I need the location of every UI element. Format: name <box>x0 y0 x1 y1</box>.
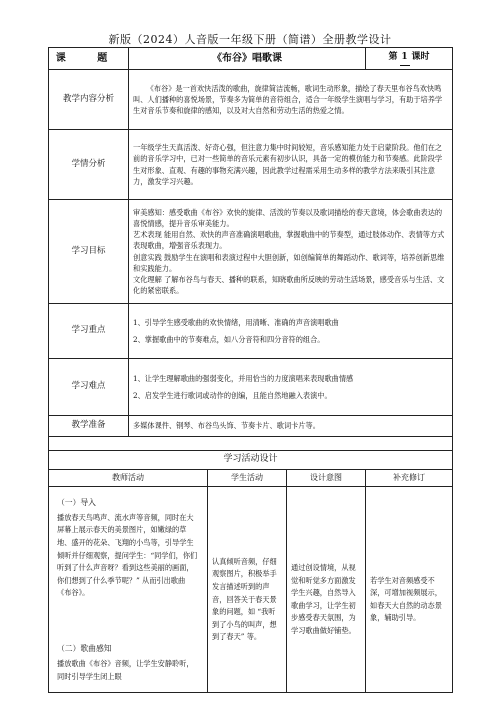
step-song-perception-title: （二）歌曲感知 <box>57 643 112 653</box>
learning-goals-label: 学习目标 <box>49 200 129 304</box>
activity-spacer-row <box>49 437 453 451</box>
teacher-activity-text: 播放春天鸟鸣声、流水声等音频，同时在大屏幕上展示春天的美景图片，如嫩绿的草地、盛开的花朵、飞翔的小鸟等，引导学生倾听并仔细观察，提问学生：“同学们，你们听到了什么声音呀？看到这些美丽的画面，你们想到了什么季节呢？” 从而引出歌曲《布谷》。 <box>57 512 198 598</box>
goal-item: 创意实践 鼓励学生在演唱和表演过程中大胆创新，如创编简单的舞蹈动作、歌词等，培养创新思维和实践能力。 <box>133 252 445 273</box>
preparation-text: 多媒体课件、钢琴、布谷鸟头饰、节奏卡片、歌词卡片等。 <box>129 416 453 437</box>
difficulties-row <box>49 359 453 416</box>
design-intent-text: 通过创设情境，从视觉和听觉多方面激发学生兴趣，自然导入歌曲学习，让学生初步感受春天氛围，为学习歌曲做好铺垫。 <box>287 487 366 693</box>
activity-section-title: 学习活动设计 <box>49 451 453 470</box>
activity-section-row <box>49 451 453 470</box>
key-points-row <box>49 304 453 359</box>
lesson-number-value: 1 <box>400 51 410 66</box>
key-points-list <box>129 304 453 359</box>
goal-item: 文化理解 了解布谷鸟与春天、播种的联系，知晓歌曲所反映的劳动生活场景，感受音乐与生活、文化的紧密联系。 <box>133 274 445 295</box>
goal-item: 艺术表现 能用自然、欢快的声音准确演唱歌曲，掌握歌曲中的节奏型，通过肢体动作、表情等方式表现歌曲，增强音乐表现力。 <box>133 230 445 251</box>
student-activity-text: 认真倾听音频，仔细观察图片，积极举手发言描述听到的声音，回答关于春天景象的问题，如 “我听到了小鸟的叫声，想到了春天” 等。 <box>208 487 287 693</box>
learning-goals-row <box>49 200 453 304</box>
lesson-number-suffix: 课时 <box>411 52 430 63</box>
preparation-row <box>49 416 453 437</box>
activity-detail-row <box>49 487 453 693</box>
difficulties-label: 学习难点 <box>49 359 129 416</box>
design-intent-header: 设计意图 <box>287 470 366 487</box>
revision-text: 若学生对音频感受不深，可增加视频展示，如春天大自然的动态景象，辅助引导。 <box>366 487 453 693</box>
content-analysis-row <box>49 70 453 130</box>
header-row <box>49 48 453 70</box>
student-activity-header: 学生活动 <box>208 470 287 487</box>
lesson-plan-table <box>48 47 453 693</box>
goal-item: 审美感知：感受歌曲《布谷》欢快的旋律、活泼的节奏以及歌词描绘的春天意境，体会歌曲表达的喜悦情感，提升音乐审美能力。 <box>133 207 443 229</box>
activity-column-header-row <box>49 470 453 487</box>
activity-spacer <box>49 437 453 451</box>
student-analysis-label: 学情分析 <box>49 130 129 200</box>
key-point-item: 1、引导学生感受歌曲的欢快情绪，用清晰、准确的声音演唱歌曲 <box>133 318 339 328</box>
key-points-label: 学习重点 <box>49 304 129 359</box>
lesson-number <box>366 48 453 70</box>
teacher-activity-header: 教师活动 <box>49 470 208 487</box>
student-analysis-text: 一年级学生天真活泼、好奇心强，但注意力集中时间较短，音乐感知能力处于启蒙阶段。他们在之前的音乐学习中，已对一些简单的音乐元素有初步认识，具备一定的模仿能力和节奏感。此阶段学生对形象、直观、有趣的事物充满兴趣，因此教学过程需采用生动多样的教学方法来吸引其注意力，激发学习兴趣。 <box>129 130 453 200</box>
difficulty-item: 2、启发学生进行歌词或动作的创编，且能自然地融入表演中。 <box>133 390 332 400</box>
student-analysis-row <box>49 130 453 200</box>
topic-label: 课 题 <box>49 48 129 70</box>
key-point-item: 2、掌握歌曲中的节奏难点，如八分音符和四分音符的组合。 <box>133 334 325 344</box>
difficulties-list <box>129 359 453 416</box>
content-analysis-text: 《布谷》是一首欢快活泼的歌曲，旋律简洁流畅，歌词生动形象，描绘了春天里布谷鸟欢快鸣叫、人们播种的喜悦场景，节奏多为简单的音符组合，适合一年级学生演唱与学习，有助于培养学生对音乐节奏和旋律的感知，以及对大自然和劳动生活的热爱之情。 <box>129 70 453 130</box>
preparation-label: 教学准备 <box>49 416 129 437</box>
document-title: 新版（2024）人音版一年级下册（简谱）全册教学设计 <box>108 33 392 46</box>
song-perception-text: 播放歌曲《布谷》音频，让学生安静聆听，同时引导学生闭上眼 <box>57 658 194 681</box>
learning-goals-list <box>129 200 453 304</box>
teacher-activity-cell <box>49 487 208 693</box>
revision-header: 补充修订 <box>366 470 453 487</box>
lesson-name: 《布谷》唱歌课 <box>129 48 366 70</box>
step-intro-title: （一）导入 <box>57 497 96 507</box>
content-analysis-label: 教学内容分析 <box>49 70 129 130</box>
difficulty-item: 1、让学生理解歌曲的强弱变化，并用恰当的力度演唱来表现歌曲情感 <box>133 374 354 384</box>
lesson-number-prefix: 第 <box>388 52 398 63</box>
